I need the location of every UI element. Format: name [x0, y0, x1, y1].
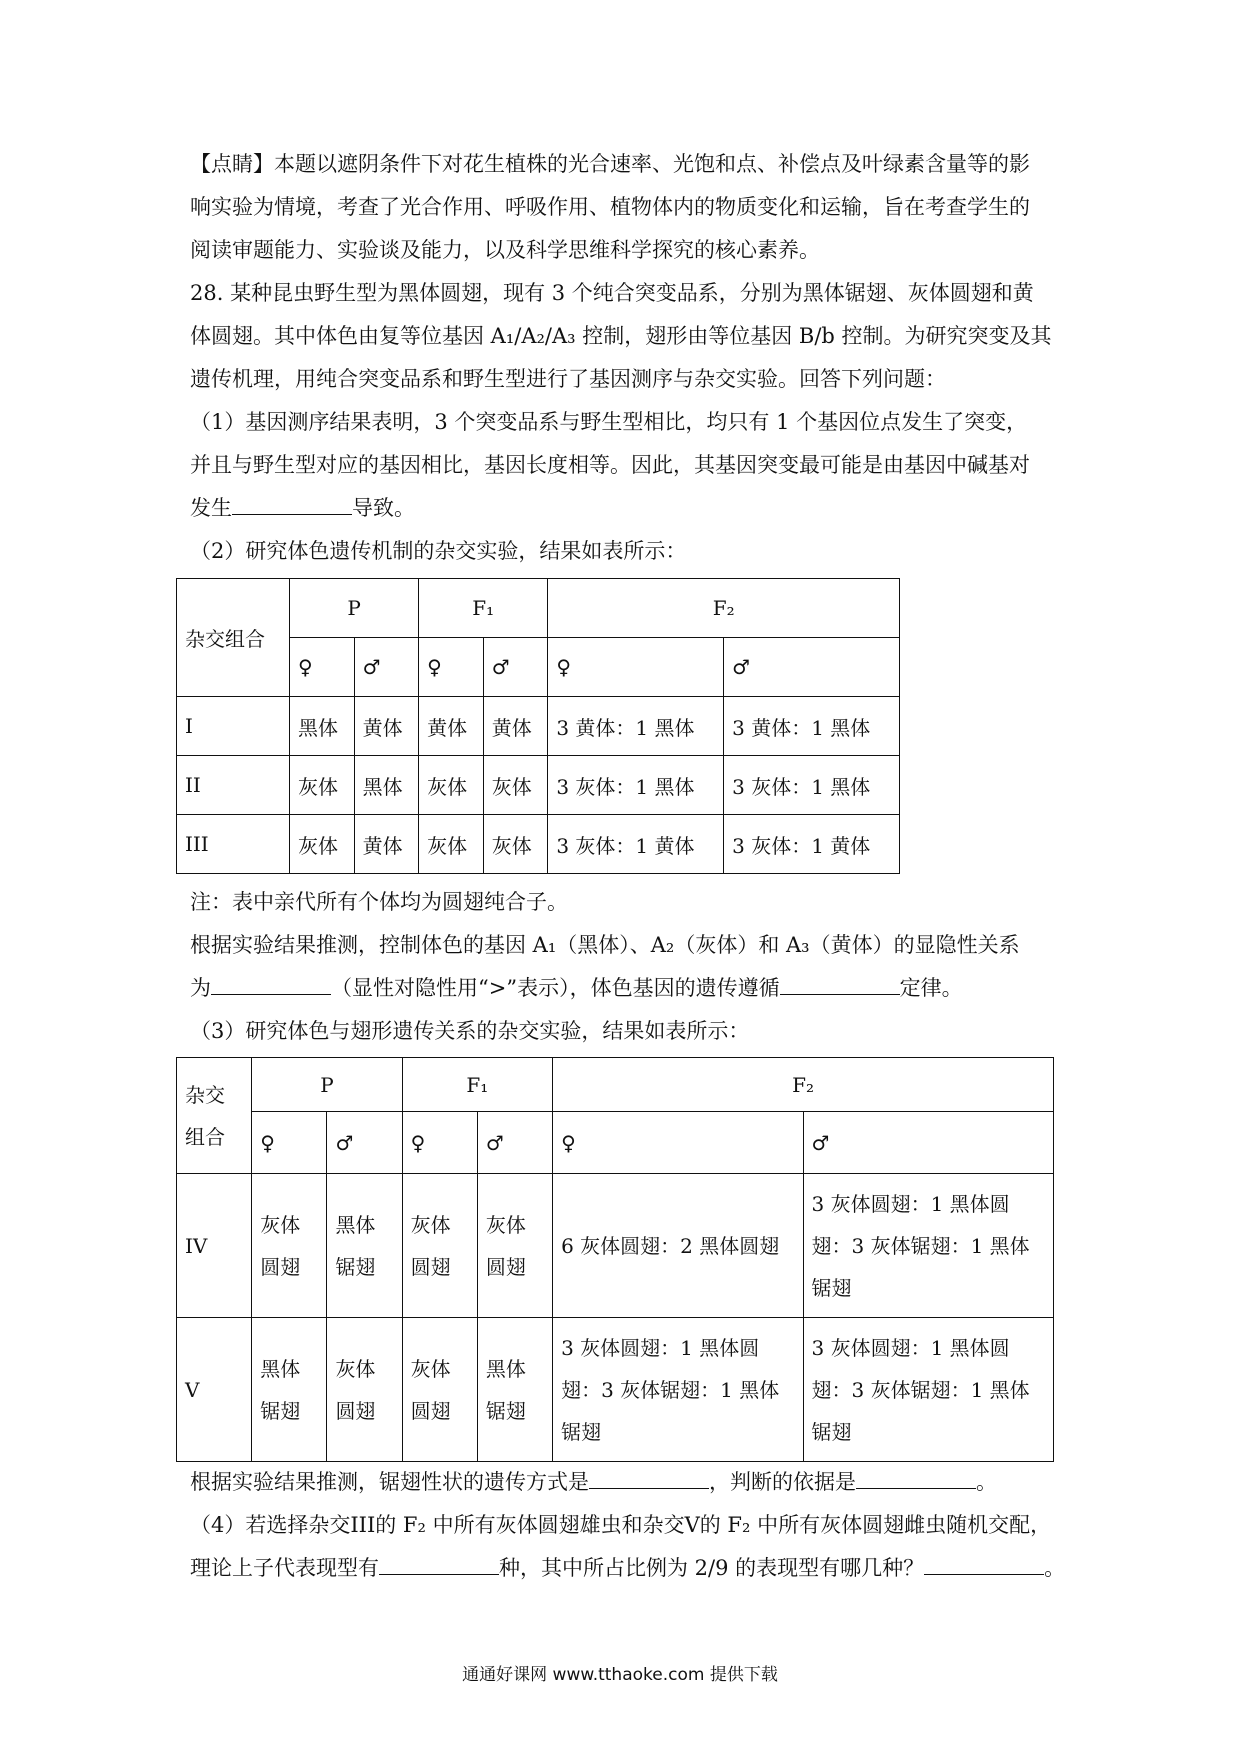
table2-f2-male: ♂ — [803, 1112, 1053, 1174]
dianjing-line-3: 阅读审题能力、实验谈及能力，以及科学思维科学探究的核心素养。 — [190, 238, 820, 262]
q28-p3-question — [190, 1468, 997, 1496]
q28-p3-q-text-b: ，判断的依据是 — [709, 1470, 856, 1494]
table-color-wing — [176, 1057, 1054, 1462]
table-row — [177, 1174, 1054, 1318]
table1-cell: 3 灰体：1 黄体 — [724, 815, 900, 874]
table2-f1-male: ♂ — [477, 1112, 552, 1174]
dianjing-line-2: 响实验为情境，考查了光合作用、呼吸作用、植物体内的物质变化和运输，旨在考查学生的 — [190, 195, 1030, 219]
table2-f2-female: ♀ — [553, 1112, 803, 1174]
table-row — [177, 815, 900, 874]
q28-p4-text-a: 理论上子代表现型有 — [190, 1556, 379, 1580]
answer-blank-5[interactable] — [856, 1470, 976, 1489]
table2-cell: 灰体圆翅 — [252, 1174, 327, 1318]
table2-f1-female: ♀ — [402, 1112, 477, 1174]
table2-cell: 3 灰体圆翅：1 黑体圆翅：3 灰体锯翅：1 黑体锯翅 — [803, 1174, 1053, 1318]
table2-p-male: ♂ — [327, 1112, 402, 1174]
q28-p2-q-text-b: （显性对隐性用“>”表示），体色基因的遗传遵循 — [331, 976, 780, 1000]
q28-p1-end-a: 发生 — [190, 496, 232, 520]
table1-cell: 黄体 — [354, 815, 419, 874]
q28-intro-2: 体圆翅。其中体色由复等位基因 A₁/A₂/A₃ 控制，翅形由等位基因 B/b 控制。为研究突变及其 — [190, 324, 1052, 348]
table2-cell: 黑体锯翅 — [327, 1174, 402, 1318]
table1-cell: 3 黄体：1 黑体 — [548, 697, 724, 756]
table2-header-combo: 杂交组合 — [177, 1058, 252, 1174]
table2-cell: 6 灰体圆翅：2 黑体圆翅 — [553, 1174, 803, 1318]
table2-cell: 3 灰体圆翅：1 黑体圆翅：3 灰体锯翅：1 黑体锯翅 — [553, 1318, 803, 1462]
answer-blank-4[interactable] — [589, 1470, 709, 1489]
table1-cell: I — [177, 697, 290, 756]
q28-intro-3: 遗传机理，用纯合突变品系和野生型进行了基因测序与杂交实验。回答下列问题： — [190, 367, 946, 391]
q28-p1-line-1: （1）基因测序结果表明，3 个突变品系与野生型相比，均只有 1 个基因位点发生了突变， — [190, 410, 1028, 434]
table1-cell: 3 黄体：1 黑体 — [724, 697, 900, 756]
table2-cell: 3 灰体圆翅：1 黑体圆翅：3 灰体锯翅：1 黑体锯翅 — [803, 1318, 1053, 1462]
table1-cell: 灰体 — [483, 756, 548, 815]
table2-cell: 灰体圆翅 — [402, 1174, 477, 1318]
q28-p2-title: （2）研究体色遗传机制的杂交实验，结果如表所示： — [190, 539, 687, 563]
table-body-color — [176, 578, 900, 874]
table2-cell: 灰体圆翅 — [327, 1318, 402, 1462]
table1-header-p: P — [290, 579, 419, 638]
page-footer: 通通好课网 www.tthaoke.com 提供下载 — [462, 1665, 778, 1685]
table1-note: 注：表中亲代所有个体均为圆翅纯合子。 — [190, 890, 568, 914]
table2-header-p: P — [252, 1058, 402, 1112]
table1-cell: 黄体 — [483, 697, 548, 756]
answer-blank-1[interactable] — [232, 496, 352, 515]
q28-p2-question-2 — [190, 974, 963, 1002]
answer-blank-6[interactable] — [379, 1556, 499, 1575]
table-row — [177, 1318, 1054, 1462]
table1-cell: 黑体 — [354, 756, 419, 815]
q28-p4-text-c: 。 — [1044, 1556, 1066, 1580]
table1-cell: 黄体 — [419, 697, 484, 756]
table1-cell: 黄体 — [354, 697, 419, 756]
table1-header-f1: F₁ — [419, 579, 548, 638]
dianjing-line-1: 【点睛】本题以遮阴条件下对花生植株的光合速率、光饱和点、补偿点及叶绿素含量等的影 — [190, 152, 1030, 176]
q28-p2-question-1: 根据实验结果推测，控制体色的基因 A₁（黑体）、A₂（灰体）和 A₃（黄体）的显隐性关系 — [190, 933, 1020, 957]
table1-cell: 灰体 — [290, 756, 355, 815]
q28-p1-line-3 — [190, 494, 415, 522]
table1-f2-female: ♀ — [548, 638, 724, 697]
table1-f1-male: ♂ — [483, 638, 548, 697]
table-row — [177, 697, 900, 756]
table2-header-f1: F₁ — [402, 1058, 552, 1112]
table2-cell: IV — [177, 1174, 252, 1318]
table1-cell: 黑体 — [290, 697, 355, 756]
table1-f1-female: ♀ — [419, 638, 484, 697]
table1-cell: 灰体 — [483, 815, 548, 874]
table1-cell: 3 灰体：1 黑体 — [724, 756, 900, 815]
q28-p4-text-b: 种，其中所占比例为 2/9 的表现型有哪几种？ — [499, 1556, 925, 1580]
table2-cell: 黑体锯翅 — [252, 1318, 327, 1462]
q28-p1-end-b: 导致。 — [352, 496, 415, 520]
table2-cell: 灰体圆翅 — [402, 1318, 477, 1462]
table1-p-male: ♂ — [354, 638, 419, 697]
table-row — [177, 756, 900, 815]
table2-p-female: ♀ — [252, 1112, 327, 1174]
table1-cell: III — [177, 815, 290, 874]
q28-p4-line-1: （4）若选择杂交III的 F₂ 中所有灰体圆翅雄虫和杂交V的 F₂ 中所有灰体圆翅雌虫随机交配， — [190, 1513, 1052, 1537]
table2-cell: V — [177, 1318, 252, 1462]
answer-blank-7[interactable] — [924, 1556, 1044, 1575]
table2-cell: 黑体锯翅 — [477, 1318, 552, 1462]
table1-cell: 灰体 — [419, 815, 484, 874]
answer-blank-2[interactable] — [211, 976, 331, 995]
answer-blank-3[interactable] — [780, 976, 900, 995]
q28-p2-q-text-c: 定律。 — [899, 976, 963, 1000]
table1-cell: 灰体 — [290, 815, 355, 874]
q28-p1-line-2: 并且与野生型对应的基因相比，基因长度相等。因此，其基因突变最可能是由基因中碱基对 — [190, 453, 1030, 477]
table1-header-f2: F₂ — [548, 579, 900, 638]
table1-cell: 灰体 — [419, 756, 484, 815]
table1-f2-male: ♂ — [724, 638, 900, 697]
table1-cell: 3 灰体：1 黑体 — [548, 756, 724, 815]
table1-p-female: ♀ — [290, 638, 355, 697]
table2-cell: 灰体圆翅 — [477, 1174, 552, 1318]
q28-p3-q-text-a: 根据实验结果推测，锯翅性状的遗传方式是 — [190, 1470, 589, 1494]
table2-header-f2: F₂ — [553, 1058, 1054, 1112]
q28-p4-line-2 — [190, 1554, 1065, 1582]
q28-p3-title: （3）研究体色与翅形遗传关系的杂交实验，结果如表所示： — [190, 1019, 750, 1043]
q28-p3-q-text-c: 。 — [976, 1470, 997, 1494]
table1-header-combo: 杂交组合 — [177, 579, 290, 697]
table1-cell: II — [177, 756, 290, 815]
q28-intro-1: 28. 某种昆虫野生型为黑体圆翅，现有 3 个纯合突变品系，分别为黑体锯翅、灰体圆翅和黄 — [190, 281, 1034, 305]
q28-p2-q-text-a: 为 — [190, 976, 211, 1000]
table1-cell: 3 灰体：1 黄体 — [548, 815, 724, 874]
